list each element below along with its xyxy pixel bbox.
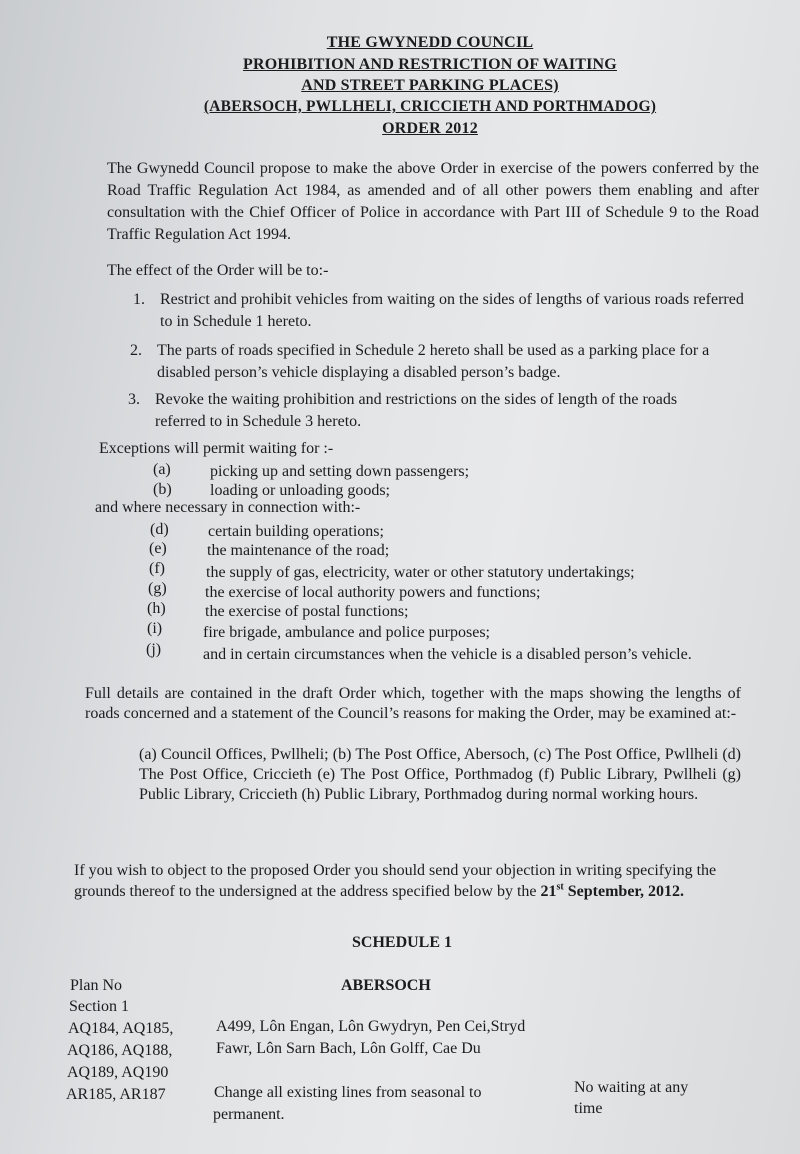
plan-no-label: Plan No	[70, 977, 122, 994]
effect-number: 2.	[130, 342, 142, 359]
section-label: Section 1	[69, 998, 129, 1015]
effect-number: 1.	[133, 291, 145, 308]
title-order-line-1: PROHIBITION AND RESTRICTION OF WAITING	[243, 56, 617, 73]
necessary-text: and in certain circumstances when the vehicle is a disabled person’s vehicle.	[203, 646, 692, 663]
effect-number: 3.	[128, 391, 140, 408]
necessary-text: the maintenance of the road;	[207, 542, 390, 559]
ar-plan-numbers: AR185, AR187	[66, 1086, 166, 1103]
necessary-letter: (e)	[149, 540, 167, 557]
necessary-text: the exercise of local authority powers and functions;	[205, 584, 541, 601]
necessary-text: certain building operations;	[208, 523, 384, 540]
title-council: THE GWYNEDD COUNCIL	[326, 34, 534, 51]
exceptions-heading: Exceptions will permit waiting for :-	[99, 440, 334, 457]
necessary-text: fire brigade, ambulance and police purposes;	[203, 624, 490, 641]
effect-text: Restrict and prohibit vehicles from waiting on the sides of lengths of various roads referred to in Schedule 1 hereto.	[160, 291, 744, 330]
necessary-letter: (i)	[147, 620, 163, 637]
necessary-letter: (g)	[148, 580, 167, 597]
necessary-letter: (d)	[150, 521, 169, 538]
restriction-line-2: time	[574, 1100, 603, 1117]
objection-paragraph	[74, 860, 724, 902]
necessary-text: the supply of gas, electricity, water or other statutory undertakings;	[206, 564, 635, 581]
effect-heading: The effect of the Order will be to:-	[107, 262, 329, 279]
effect-text: The parts of roads specified in Schedule 2 hereto shall be used as a parking place for a disabled person’s vehicle displaying a disabled person’s badge.	[157, 342, 710, 381]
title-order-line-2: AND STREET PARKING PLACES)	[301, 77, 559, 94]
schedule-title: SCHEDULE 1	[352, 934, 453, 951]
plan-numbers: AQ186, AQ188,	[67, 1042, 173, 1059]
necessary-text: the exercise of postal functions;	[205, 603, 409, 620]
roads-line-2: Fawr, Lôn Sarn Bach, Lôn Golff, Cae Du	[216, 1040, 481, 1057]
objection-text: If you wish to object to the proposed Order you should send your objection in writing specifying the grounds thereof to the undersigned at the address specified below by the	[74, 862, 717, 900]
plan-numbers: AQ184, AQ185,	[68, 1020, 174, 1037]
necessary-heading: and where necessary in connection with:-	[95, 499, 361, 516]
change-line-2: permanent.	[213, 1106, 285, 1123]
intro-paragraph: The Gwynedd Council propose to make the above Order in exercise of the powers conferred by the Road Traffic Regulation Act 1984, as amended and of all other powers them enabling and after consultation with the Chief Officer of Police in accordance with Part III of Schedule 9 to the Road Traffic Regulation Act 1994.	[107, 160, 759, 243]
restriction-line-1: No waiting at any	[574, 1079, 689, 1096]
exception-letter: (b)	[153, 481, 172, 498]
title-order-year: ORDER 2012	[382, 120, 478, 137]
schedule-area: ABERSOCH	[341, 977, 431, 994]
objection-date: September, 2012.	[567, 883, 685, 900]
necessary-letter: (f)	[149, 560, 165, 577]
effect-text: Revoke the waiting prohibition and restrictions on the sides of length of the roads referred to in Schedule 3 hereto.	[155, 391, 678, 430]
locations-paragraph: (a) Council Offices, Pwllheli; (b) The Post Office, Abersoch, (c) The Post Office, Pwllheli (d) The Post Office, Criccieth (e) The Post Office, Porthmadog (f) Public Library, Pwllheli (g) Public Library, Criccieth (h) Public Library, Porthmadog during normal working hours.	[139, 746, 741, 803]
plan-numbers: AQ189, AQ190	[67, 1064, 169, 1081]
change-line-1: Change all existing lines from seasonal to	[214, 1084, 482, 1101]
details-paragraph: Full details are contained in the draft Order which, together with the maps showing the lengths of roads concerned and a statement of the Council’s reasons for making the Order, may be examined at:-	[85, 685, 741, 722]
exception-text: loading or unloading goods;	[210, 482, 390, 499]
necessary-letter: (j)	[146, 641, 162, 658]
objection-day: 21st	[540, 881, 564, 900]
necessary-letter: (h)	[147, 600, 166, 617]
title-order-line-3: (ABERSOCH, PWLLHELI, CRICCIETH AND PORTHMADOG)	[203, 98, 657, 115]
exception-text: picking up and setting down passengers;	[210, 463, 470, 480]
roads-line-1: A499, Lôn Engan, Lôn Gwydryn, Pen Cei,Stryd	[216, 1018, 526, 1035]
exception-letter: (a)	[153, 461, 171, 478]
